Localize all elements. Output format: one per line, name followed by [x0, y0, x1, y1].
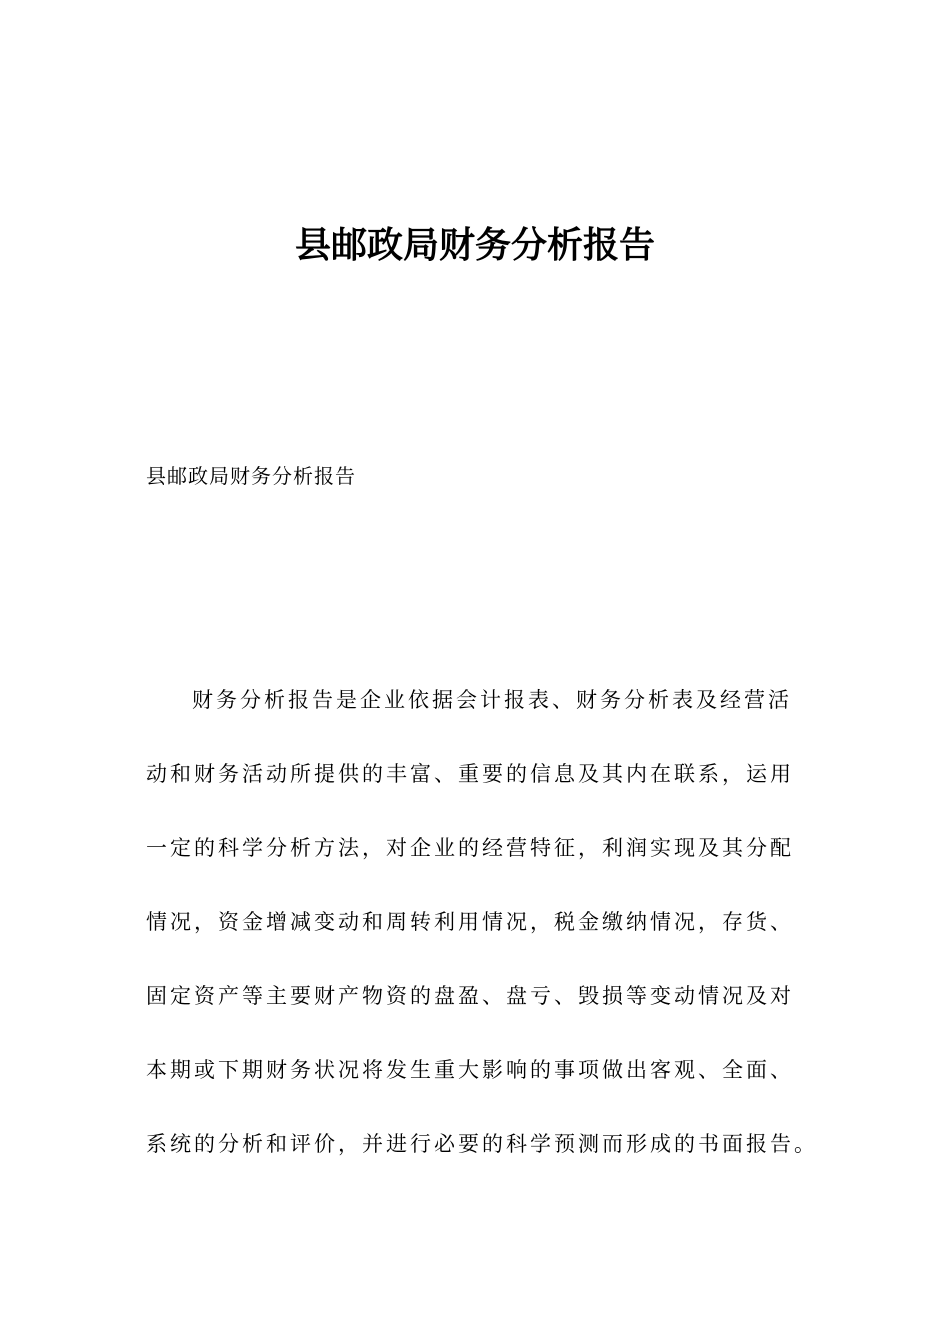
paragraph-line-7: 系统的分析和评价，并进行必要的科学预测而形成的书面报告。: [146, 1132, 818, 1156]
paragraph-line-4: 情况，资金增减变动和周转利用情况，税金缴纳情况，存货、: [146, 910, 794, 934]
paragraph-line-3: 一定的科学分析方法，对企业的经营特征，利润实现及其分配: [146, 836, 794, 860]
body-paragraph: [146, 684, 818, 1202]
paragraph-line-1: 财务分析报告是企业依据会计报表、财务分析表及经营活: [192, 688, 792, 712]
paragraph-line-2: 动和财务活动所提供的丰富、重要的信息及其内在联系，运用: [146, 762, 794, 786]
document-subtitle: 县邮政局财务分析报告: [146, 464, 356, 488]
paragraph-line-5: 固定资产等主要财产物资的盘盈、盘亏、毁损等变动情况及对: [146, 984, 794, 1008]
document-title: 县邮政局财务分析报告: [294, 225, 655, 266]
paragraph-line-6: 本期或下期财务状况将发生重大影响的事项做出客观、全面、: [146, 1058, 794, 1082]
